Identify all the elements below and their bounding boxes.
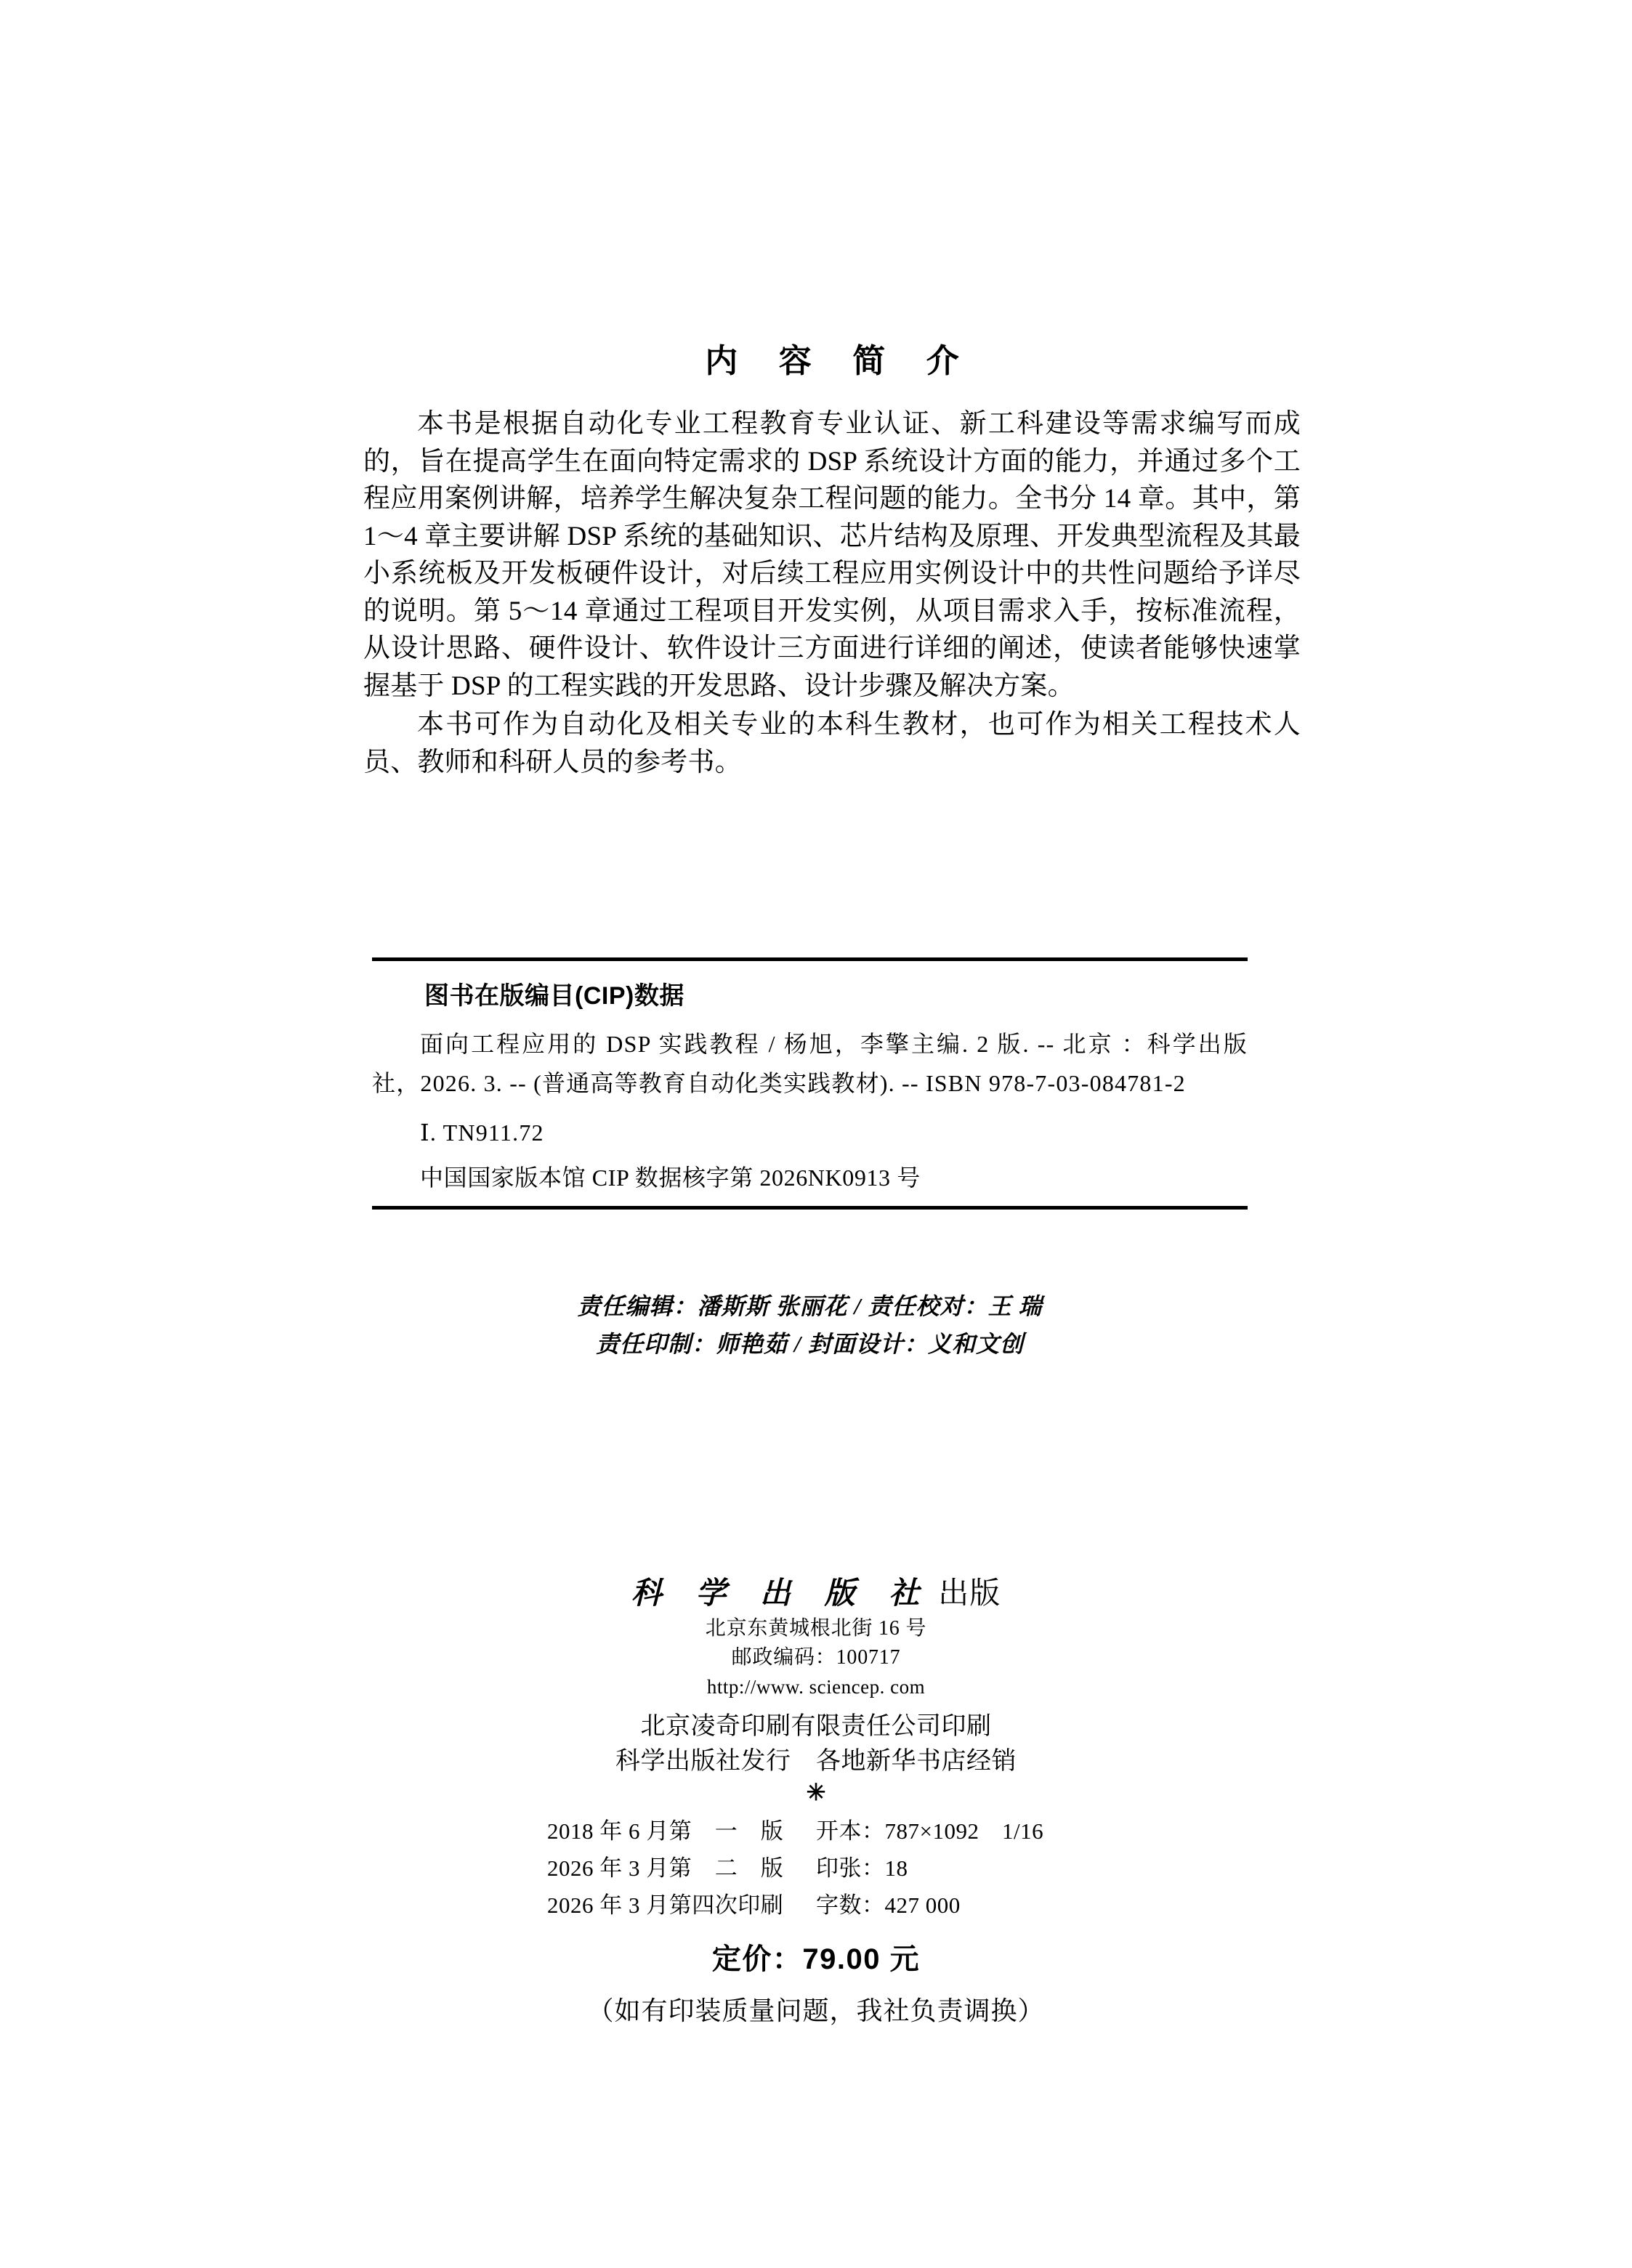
publisher-row — [344, 1573, 1288, 1614]
spec-edition: 2026 年 3 月第 二 版 — [547, 1855, 784, 1881]
cip-entry: 面向工程应用的 DSP 实践教程 / 杨旭，李擎主编. 2 版. -- 北京 ：科学出版社，2026. 3. -- (普通高等教育自动化类实践教材). -- ISBN 978-7-03-084781-2 — [372, 1031, 1248, 1096]
spec-row — [344, 1850, 1288, 1887]
credit-editors: 责任编辑：潘斯斯 张丽花 / 责任校对：王 瑞 — [577, 1293, 1043, 1319]
spec-row — [344, 1887, 1288, 1924]
printer-name: 北京凌奇印刷有限责任公司印刷 — [640, 1712, 992, 1740]
publisher-verb: 出版 — [938, 1576, 1001, 1610]
cip-top-rule — [372, 957, 1248, 961]
price-label: 定价：79.00 元 — [711, 1943, 921, 1975]
spec-edition: 2018 年 6 月第 一 版 — [547, 1818, 784, 1844]
publisher-logotype: 科 学 出 版 社 — [631, 1575, 932, 1611]
cip-number: 中国国家版本馆 CIP 数据核字第 2026NK0913 号 — [420, 1165, 921, 1191]
distribution-line: 科学出版社发行 各地新华书店经销 — [615, 1747, 1017, 1775]
spec-wordcount: 字数：427 000 — [816, 1892, 961, 1918]
publisher-address: 北京东黄城根北街 16 号 — [705, 1617, 927, 1640]
abstract-paragraph-1: 本书是根据自动化专业工程教育专业认证、新工科建设等需求编写而成的，旨在提高学生在面向特定需求的 DSP 系统设计方面的能力，并通过多个工程应用案例讲解，培养学生解决复杂工程问题的能力。全书分 14 章。其中，第 1～4 章主要讲解 DSP 系统的基础知识、芯片结构及原理、开发典型流程及其最小系统板及开发板硬件设计，对后续工程应用实例设计中的共性问题给予详尽的说明。第 5～14 章通过工程项目开发实例，从项目需求入手，按标准流程，从设计思路、硬件设计、软件设计三方面进行详细的阐述，使读者能够快速掌握基于 DSP 的工程实践的开发思路、设计步骤及解决方案。 — [363, 409, 1301, 701]
credit-production: 责任印制：师艳茹 / 封面设计：义和文创 — [596, 1331, 1024, 1357]
imprint-section — [344, 1573, 1288, 1805]
abstract-title: 内 容 简 介 — [705, 342, 975, 379]
spec-row — [344, 1813, 1288, 1850]
asterisk-separator-icon: ✳ — [806, 1779, 826, 1805]
cip-heading: 图书在版编目(CIP)数据 — [424, 982, 684, 1010]
credits-section — [372, 1287, 1248, 1363]
spec-printing: 2026 年 3 月第四次印刷 — [547, 1892, 784, 1918]
cip-classification: Ⅰ. TN911.72 — [420, 1119, 544, 1146]
cip-bottom-rule — [372, 1206, 1248, 1210]
spec-format: 开本：787×1092 1/16 — [816, 1818, 1044, 1844]
cip-section — [372, 957, 1248, 1210]
publisher-website[interactable]: http://www. sciencep. com — [706, 1676, 926, 1698]
spec-sheets: 印张：18 — [816, 1855, 908, 1881]
publisher-postcode: 邮政编码：100717 — [731, 1646, 901, 1669]
abstract-paragraph-2: 本书可作为自动化及相关专业的本科生教材，也可作为相关工程技术人员、教师和科研人员的参考书。 — [363, 710, 1301, 777]
abstract-section — [363, 341, 1301, 781]
edition-specs — [344, 1813, 1288, 1924]
exchange-note: （如有印装质量问题，我社负责调换） — [587, 1996, 1045, 2025]
